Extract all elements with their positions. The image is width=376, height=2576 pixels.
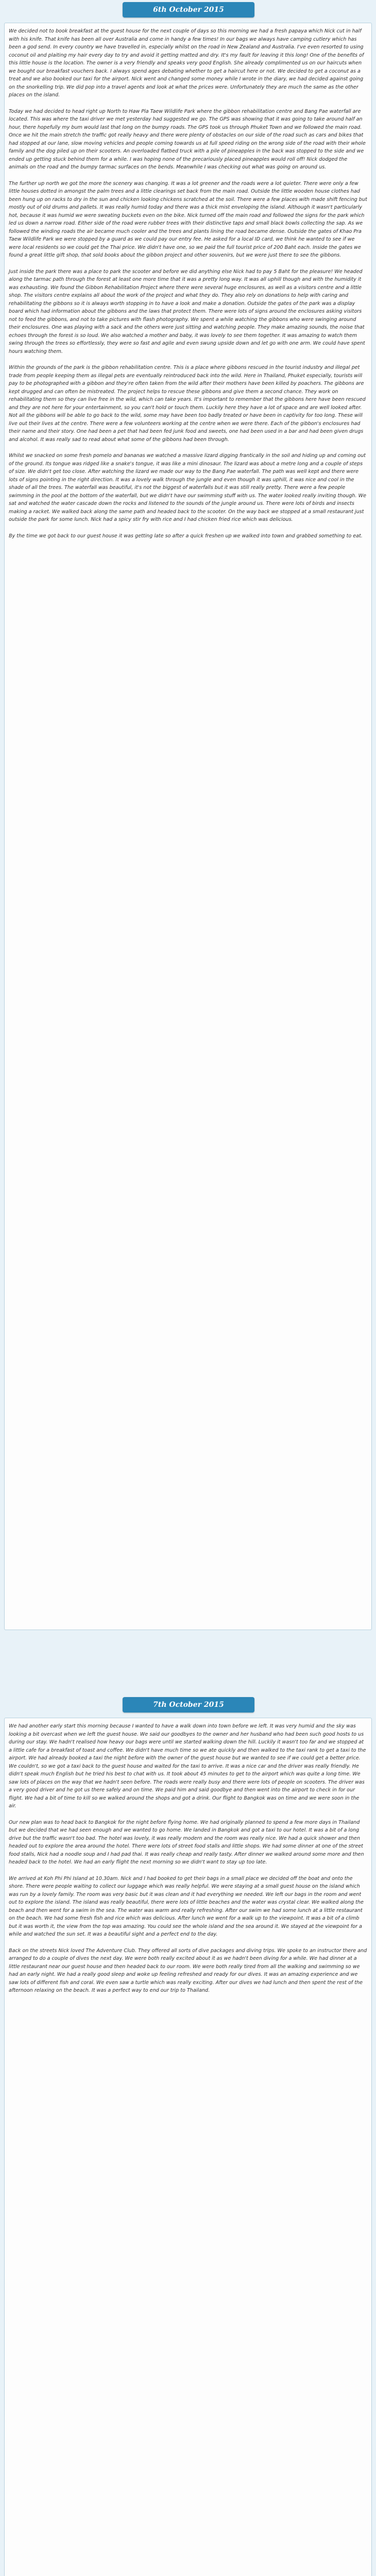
entry-paragraph: Whilst we snacked on some fresh pomelo and bananas we watched a massive lizard digging frantically in the soil and hiding up and coming out of the ground. Its tongue was ridged like a snake's tongue, it was like a mini dinosaur. The lizard was about a metre long and a couple of steps of size. We didn't get too close. After watching the lizard we made our way to the Bang Pae waterfall. The path was well kept and there were lots of signs pointing in the right direction. It was a lovely walk through the jungle and even though it was uphill, it was nice and cool in the shade of all the trees. The waterfall was beautiful, it's not the biggest of waterfalls but it was still really pretty. There were a few people swimming in the pool at the bottom of the waterfall, but we didn't have our swimming stuff with us. The water looked really inviting though. We sat and watched the water cascade down the rocks and listened to the sounds of the jungle around us. There were lots of birds and insects making a racket. We walked back along the same path and headed back to the scooter. On the way back we stopped at a small restaurant just outside the park for some lunch. Nick had a spicy stir fry with rice and I had chicken fried rice which was delicious. [9,453,366,522]
entry-body [4,1718,372,2576]
entry-body [4,23,372,1630]
date-banner: 7th October 2015 [123,1697,254,1713]
entry-paragraph: We arrived at Koh Phi Phi Island at 10.30am. Nick and I had booked to get their bags in a small place we decided off the boat and onto the shore. There were people waiting to collect our luggage which was really helpful. We were staying at a small guest house on the island which was run by a lovely family. The room was very basic but it was clean and it had everything we needed. We left our bags in the room and went out to explore the island. The island was really beautiful, there were lots of little beaches and the water was crystal clear. We walked along the beach and then went for a swim in the sea. The water was warm and really refreshing. After our swim we had some lunch at a little restaurant on the beach. We had some fresh fish and rice which was delicious. After lunch we went for a walk up to the viewpoint. It was a bit of a climb but it was worth it, the view from the top was amazing. You could see the whole island and the sea around it. We stayed at the viewpoint for a while and watched the sun set. It was a beautiful sight and a perfect end to the day. [9,1875,364,1937]
entry-paragraph: We had another early start this morning because I wanted to have a walk down into town before we left. It was very humid and the sky was looking a bit overcast when we left the guest house. We said our goodbyes to the owner and her husband who had been such good hosts to us during our stay. We hadn't realised how heavy our bags were until we started walking down the hill. Luckily it wasn't too far and we stopped at a little cafe for a breakfast of toast and coffee. We didn't have much time so we ate quickly and then walked to the taxi rank to get a taxi to the airport. We had already booked a taxi the night before with the owner of the guest house but we wanted to see if we could get a better price. We couldn't, so we got a taxi back to the guest house and waited for the taxi to arrive. It was a nice car and the driver was really friendly. He didn't speak much English but he tried his best to chat with us. It took about 45 minutes to get to the airport which was quite a long time. We saw lots of places on the way that we hadn't seen before. The roads were really busy and there were lots of people on scooters. The driver was a very good driver and he got us there safely and on time. We paid him and said goodbye and then went into the airport to check in for our flight. We had a bit of time to kill so we walked around the shops and got a drink. Our flight to Bangkok was on time and we were soon in the air. [9,1723,366,1809]
entry-paragraph: By the time we got back to our guest house it was getting late so after a quick freshen up we walked into town and grabbed something to eat. [9,533,363,539]
entry-paragraph: Just inside the park there was a place to park the scooter and before we did anything else Nick had to pay 5 Baht for the pleasure! We headed along the tarmac path through the forest at least one more time that it was a pretty long way. It was all uphill though and with the humidity it was exhausting. We found the Gibbon Rehabilitation Project where there were several huge enclosures, as well as a visitors centre and a little shop. The visitors centre explains all about the work of the project and what they do. They also rely on donations to help with caring and rehabilitating the gibbons so it is always worth stopping in to have a look and make a donation. Outside the gates of the park was a display board which had information about the gibbons and the laws that protect them. There were lots of signs around the enclosures asking visitors not to feed the gibbons, and not to take pictures with flash photography. We spent a while watching the gibbons who were swinging around their enclosures. One was playing with a sack and the others were just sitting and watching people. They make amazing sounds, the noise that echoes through the forest is so loud. We also watched a mother and baby, it was lovely to see them together. It was amazing to watch them swing through the trees so effortlessly, they were so fast and agile and even swung upside down and let go with one arm. We could have spent hours watching them. [9,268,365,354]
diary-entry [4,2,372,1630]
diary-entry [4,1697,372,2576]
entry-paragraph: Within the grounds of the park is the gibbon rehabilitation centre. This is a place where gibbons rescued in the tourist industry and illegal pet trade from people keeping them as illegal pets are eventually reintroduced back into the wild. Here in Thailand, Phuket especially, tourists will pay to be photographed with a gibbon and they're often taken from the wild after their mothers have been killed by poachers. The gibbons are kept drugged and can often be mistreated. The project helps to rescue these gibbons and give them a second chance. They work on rehabilitating them so they can live free in the wild, which can take years. It's important to remember that the gibbons here have been rescued and they are not here for your entertainment, so you can't hold or touch them. Luckily here they have a lot of space and are well looked after. Not all the gibbons will be able to go back to the wild, some may have been too badly treated or have been in captivity for too long. These will live out their lives at the centre. There were a few volunteers working at the centre when we were there. Each of the gibbon's enclosures had their name and their story. One had been a pet that had been fed junk food and sweets, one had been used in a bar and had been given drugs and alcohol. It was really sad to read about what some of the gibbons had been through. [9,365,366,443]
date-banner: 6th October 2015 [123,2,254,18]
entry-paragraph: Our new plan was to head back to Bangkok for the night before flying home. We had originally planned to spend a few more days in Thailand but we decided that we had seen enough and we wanted to go home. We landed in Bangkok and got a taxi to our hotel. It was a bit of a long drive but the traffic wasn't too bad. The hotel was lovely, it was really modern and the room was really nice. We had a quick shower and then headed out to explore the area around the hotel. There were lots of street food stalls and little shops. We had some dinner at one of the street food stalls, Nick had a noodle soup and I had pad thai. It was really cheap and really tasty. After dinner we walked around some more and then headed back to the hotel. We had an early flight the next morning so we didn't want to stay up too late. [9,1819,364,1865]
entry-paragraph: The further up north we got the more the scenery was changing. It was a lot greener and the roads were a lot quieter. There were only a few little houses dotted in amongst the palm trees and a little clearings set back from the main road. Outside the little wooden house clothes had been hung up on racks to dry in the sun and chicken looking chickens scratched at the soil. There were a few places with made shift fencing but mostly out of old drums and pallets. It was really humid today and there was a thick mist enveloping the island. Although it wasn't particularly hot, because it was humid we were sweating buckets even on the bike. Nick turned off the main road and followed the signs for the park which led us down a narrow road. Either side of the road were rubber trees with their distinctive taps and small black bowls collecting the sap. As we followed the winding roads the air became much cooler and the trees and plants lining the road became dense. Outside the gates of Khao Pra Taew Wildlife Park we were stopped by a guard as we could pay our entry fee. He asked for a local ID card, we think he wanted to see if we were local residents so we could get the Thai price. We didn't have one, so we paid the full tourist price of 200 Baht each. Inside the gates we found a great little gift shop, that sold books about the gibbon project and other souvenirs, but we were just there to see the gibbons. [9,180,367,258]
entry-paragraph: Today we had decided to head right up North to Haw Pla Taew Wildlife Park where the gibbon rehabilitation centre and Bang Pae waterfall are located. This was where the taxi driver we met yesterday had suggested we go. The GPS was showing that it was going to take around half an hour, there hopefully my bum would last that long on the bumpy roads. The GPS took us through Phuket Town and we followed the main road. Once we hit the main stretch the traffic got really heavy and there were plenty of obstacles on our side of the road such as cars and bikes that had stopped at our lane, slow moving vehicles and people coming towards us at full speed riding on the wrong side of the road with their whole family and the dog piled up on their scooters. An overloaded flatbed truck with a pile of pineapples in the back was stopped to the side and we ended up getting stuck behind them for a while. I was hoping none of the precariously placed pineapples would roll off! Nick dodged the animals on the road and the bumpy tarmac surfaces on the bends. Meanwhile I was checking out what was going on around us. [9,108,366,170]
entry-paragraph: Back on the streets Nick loved The Adventure Club. They offered all sorts of dive packages and diving trips. We spoke to an instructor there and arranged to do a couple of dives the next day. We were both really excited about it as we hadn't been diving for a while. We had dinner at a little restaurant near our guest house and then headed back to our room. We were both really tired from all the walking and swimming so we had an early night. We had a really good sleep and woke up feeling refreshed and ready for our dives. It was an amazing experience and we saw lots of different fish and coral. We even saw a turtle which was really exciting. After our dives we had lunch and then spent the rest of the afternoon relaxing on the beach. It was a perfect way to end our trip to Thailand. [9,1947,367,1993]
entry-paragraph: We decided not to book breakfast at the guest house for the next couple of days so this morning we had a fresh papaya which Nick cut in half with his knife. That knife has been all over Australia and come in handy a few times! In our bags we always have camping cutlery which has been a god send. In every country we have travelled in, especially whilst on the road in New Zealand and Australia. I've even resorted to using coconut oil and plaiting my hair every day to try and avoid it getting matted and dry. It's my fault for leaving it this long! One of the benefits of this little house is the location. The owner is a very friendly and speaks very good English. She already complimented us on our haircuts when we bought our breakfast vouchers back. I always spend ages debating whether to get a haircut here or not. We decided to get a coconut as a treat and we also booked our taxi for the airport. Nick went and changed some money while I wrote in the diary, we had decided against going on the snorkelling trip. We did pop into a travel agents and look at what the prices were. Unfortunately they are much the same as the other places on the island. [9,28,364,98]
